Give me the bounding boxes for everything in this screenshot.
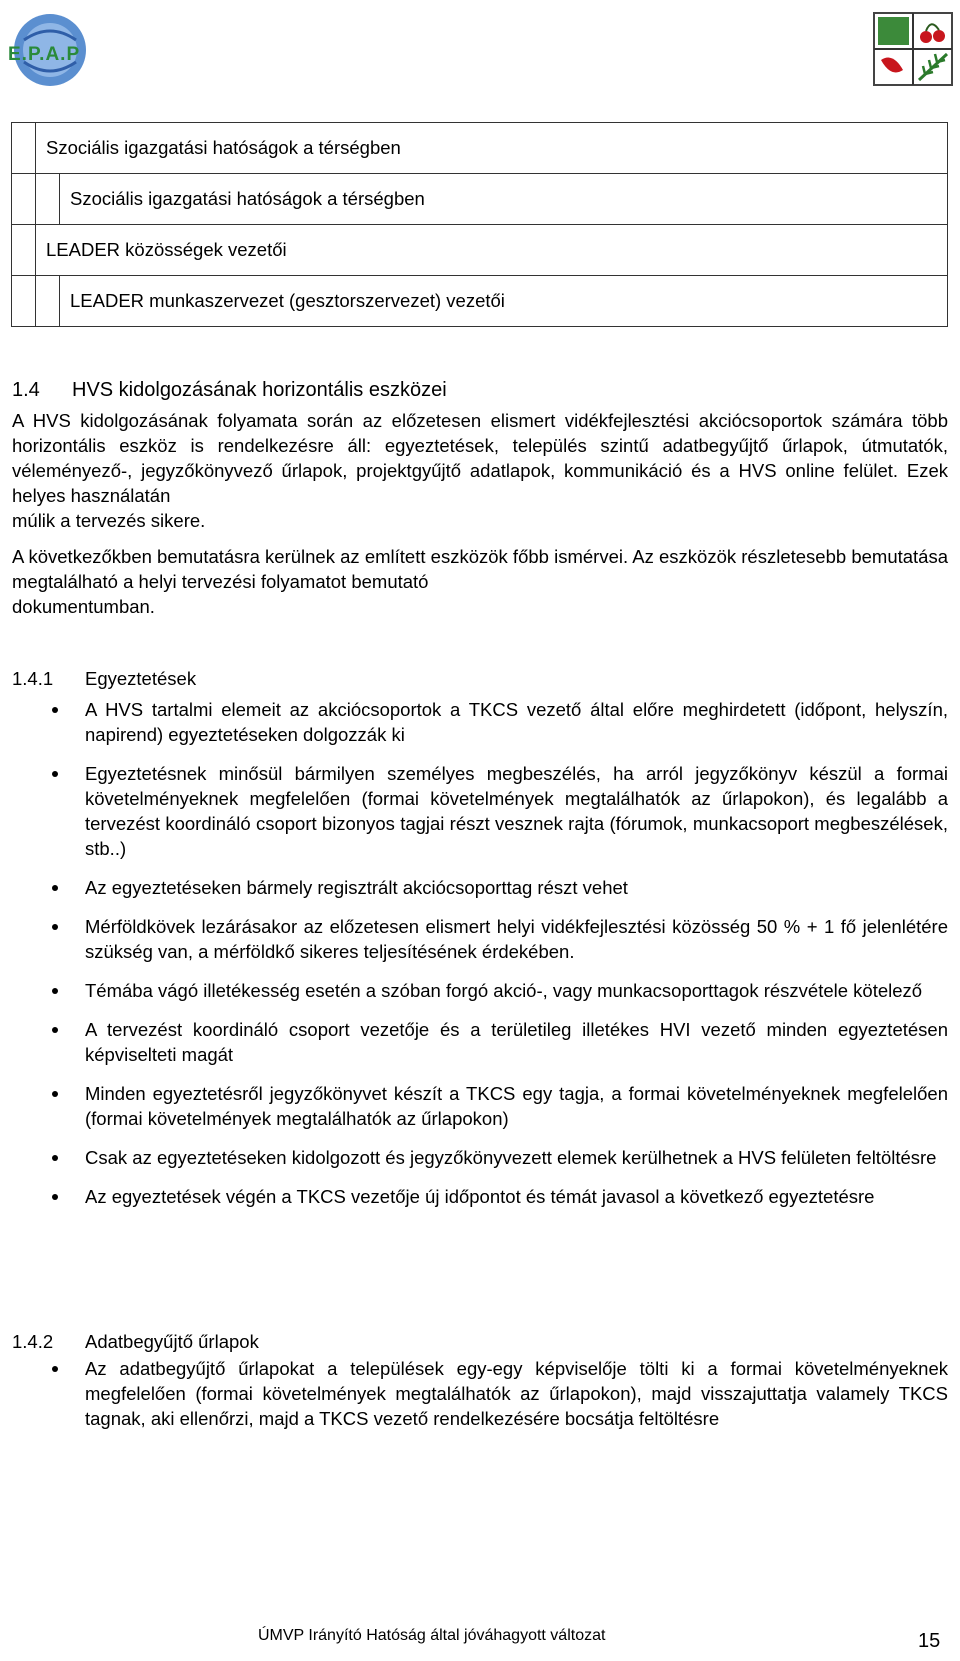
table-row	[12, 174, 948, 225]
list-item: Témába vágó illetékesség esetén a szóban forgó akció-, vagy munkacsoporttagok részvétele kötelező	[0, 978, 948, 1003]
subsection-number: 1.4.2	[12, 1331, 54, 1352]
bullet-icon	[52, 988, 58, 994]
subsection-heading	[12, 668, 196, 690]
list-item: Minden egyeztetésről jegyzőkönyvet készít a TKCS egy tagja, a formai követelményeknek megfelelően (formai követelmények megtalálhatók az űrlapokon)	[0, 1081, 948, 1131]
bullet-icon	[52, 885, 58, 891]
subsection-heading	[12, 1331, 259, 1353]
table-row	[12, 276, 948, 327]
bullet-icon	[52, 1027, 58, 1033]
paragraph-intro	[12, 408, 948, 533]
bullet-icon	[52, 1155, 58, 1161]
paragraph-text: múlik a tervezés sikere.	[12, 510, 206, 531]
bullet-icon	[52, 1366, 58, 1372]
paragraph-overview	[12, 544, 948, 619]
list-item: Egyeztetésnek minősül bármilyen személyes megbeszélés, ha arról jegyzőkönyv készül a formai követelményeknek megfelelően (formai követelmények megtalálhatók az űrlapokon), és legalább a tervezést koordináló csoport bizonyos tagjai részt vesznek rajta (fórumok, munkacsoport megbeszélések, stb..)	[0, 761, 948, 861]
section-title: HVS kidolgozásának horizontális eszközei	[72, 379, 447, 401]
list-item: Mérföldkövek lezárásakor az előzetesen elismert helyi vidékfejlesztési közösség 50 % + 1 fő jelenlétére szükség van, a mérföldkő sikeres teljesítésének érdekében.	[0, 914, 948, 964]
bullet-icon	[52, 771, 58, 777]
bullet-list	[0, 697, 948, 1223]
table-row	[12, 123, 948, 174]
subsection-number: 1.4.1	[12, 668, 54, 689]
table-cell: LEADER munkaszervezet (gesztorszervezet) vezetői	[60, 276, 948, 327]
cherry-leaf-emblem-icon	[873, 12, 953, 86]
subsection-title: Adatbegyűjtő űrlapok	[85, 1331, 259, 1352]
list-item: Az egyeztetések végén a TKCS vezetője új időpontot és témát javasol a következő egyeztetésre	[0, 1184, 948, 1209]
section-heading	[12, 379, 447, 402]
page-number: 15	[918, 1630, 941, 1652]
epap-logo-text: E.P.A.P	[8, 44, 81, 65]
list-item: Az adatbegyűjtő űrlapokat a települések egy-egy képviselője tölti ki a formai követelményeknek megfelelően (formai követelmények megtalálhatók az űrlapokon), majd visszajuttatja valamely TKCS tagnak, aki ellenőrzi, majd a TKCS vezető rendelkezésére bocsátja feltöltésre	[0, 1356, 948, 1431]
bullet-icon	[52, 1194, 58, 1200]
table-cell: Szociális igazgatási hatóságok a térségben	[60, 174, 948, 225]
paragraph-text: A következőkben bemutatásra kerülnek az említett eszközök főbb ismérvei. Az eszközök részletesebb bemutatása megtalálható a helyi tervezési folyamatot bemutató	[12, 546, 948, 592]
bullet-icon	[52, 707, 58, 713]
bullet-icon	[52, 924, 58, 930]
bullet-list	[0, 1356, 948, 1445]
table-row	[12, 225, 948, 276]
paragraph-text: A HVS kidolgozásának folyamata során az előzetesen elismert vidékfejlesztési akciócsoportok számára több horizontális eszköz is rendelkezésre áll: egyeztetések, település szintű adatbegyűjtő űrlapok, útmutatók, véleményező-, jegyzőkönyvező űrlapok, projektgyűjtő adatlapok, kommunikáció és a HVS online felület. Ezek helyes használatán	[12, 410, 948, 506]
epap-logo	[2, 10, 107, 90]
subsection-title: Egyeztetések	[85, 668, 197, 689]
section-number: 1.4	[12, 379, 40, 401]
cherry-leaf-emblem	[873, 12, 953, 86]
list-item: Csak az egyeztetéseken kidolgozott és jegyzőkönyvezett elemek kerülhetnek a HVS felületen feltöltésre	[0, 1145, 948, 1170]
table-cell: LEADER közösségek vezetői	[36, 225, 948, 276]
list-item: A tervezést koordináló csoport vezetője és a területileg illetékes HVI vezető minden egyeztetésen képviselteti magát	[0, 1017, 948, 1067]
roles-table	[11, 122, 948, 327]
footer-text: ÚMVP Irányító Hatóság által jóváhagyott változat	[258, 1627, 606, 1644]
table-cell: Szociális igazgatási hatóságok a térségben	[36, 123, 948, 174]
list-item: A HVS tartalmi elemeit az akciócsoportok a TKCS vezető által előre meghirdetett (időpont, helyszín, napirend) egyeztetéseken dolgozzák ki	[0, 697, 948, 747]
paragraph-text: dokumentumban.	[12, 596, 155, 617]
list-item: Az egyeztetéseken bármely regisztrált akciócsoporttag részt vehet	[0, 875, 948, 900]
bullet-icon	[52, 1091, 58, 1097]
